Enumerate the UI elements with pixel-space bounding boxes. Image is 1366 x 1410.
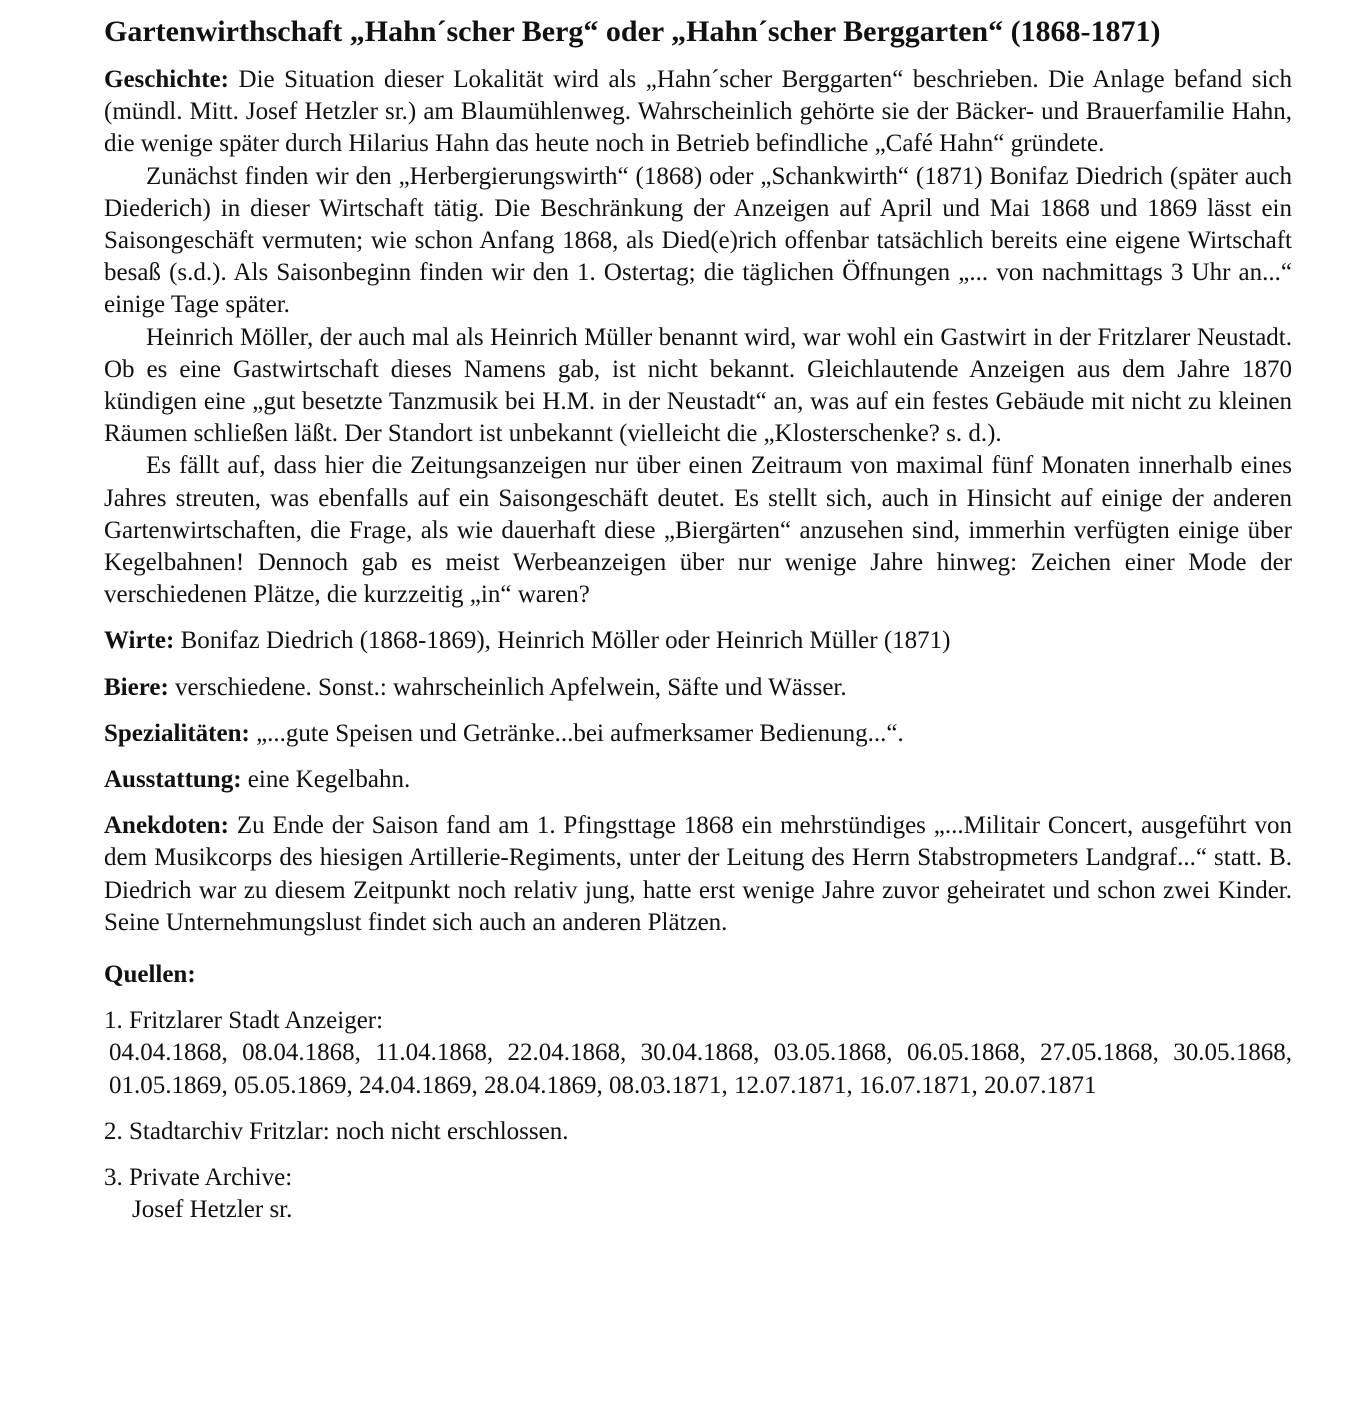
biere-value: verschiedene. Sonst.: wahrscheinlich Apfelwein, Säfte und Wässer. bbox=[175, 673, 847, 701]
ausstattung-value: eine Kegelbahn. bbox=[247, 766, 411, 794]
source-1-dates: 04.04.1868, 08.04.1868, 11.04.1868, 22.04.1868, 30.04.1868, 03.05.1868, 06.05.1868, 27.05.1868, 30.05.1868, 01.05.1869, 05.05.1869, 24.04.1869, 28.04.1869, 08.03.1871, 12.07.1871, 16.07.1871, 20.07.1871 bbox=[109, 1039, 1292, 1099]
geschichte-paragraph-1 bbox=[104, 64, 1292, 161]
spezialitaeten-value: „...gute Speisen und Getränke...bei aufmerksamer Bedienung...“. bbox=[256, 719, 904, 747]
ausstattung-field bbox=[104, 764, 1292, 796]
spezialitaeten-label: Spezialitäten: bbox=[104, 719, 250, 747]
wirte-label: Wirte: bbox=[104, 627, 175, 655]
biere-label: Biere: bbox=[104, 673, 169, 701]
page-title: Gartenwirthschaft „Hahn´scher Berg“ oder „Hahn´scher Berggarten“ (1868-1871) bbox=[104, 15, 1161, 48]
wirte-value: Bonifaz Diedrich (1868-1869), Heinrich Möller oder Heinrich Müller (1871) bbox=[180, 627, 951, 655]
anekdoten-text: Zu Ende der Saison fand am 1. Pfingsttage 1868 ein mehrstündiges „...Militair Concert, ausgeführt von dem Musikcorps des hiesigen Artillerie-Regiments, unter der Leitung des Herrn Stabstropmeters Landgraf...“ statt. B. Diedrich war zu diesem Zeitpunkt noch relativ jung, hatte erst wenige Jahre zuvor geheiratet und schon zwei Kinder. Seine Unternehmungslust findet sich auch an anderen Plätzen. bbox=[104, 812, 1293, 936]
anekdoten-label: Anekdoten: bbox=[104, 812, 230, 840]
ausstattung-label: Ausstattung: bbox=[104, 766, 242, 794]
spacer bbox=[104, 1102, 1292, 1116]
spacer bbox=[104, 658, 1292, 672]
geschichte-paragraph-4: Es fällt auf, dass hier die Zeitungsanzeigen nur über einen Zeitraum von maximal fünf Monaten innerhalb eines Jahres streuten, was ebenfalls auf ein Saisongeschäft deutet. Es stellt sich, auch in Hinsicht auf einige der anderen Gartenwirtschaften, die Frage, als wie dauerhaft diese „Biergärten“ anzusehen sind, immerhin verfügten einige über Kegelbahnen! Dennoch gab es meist Werbeanzeigen über nur wenige Jahre hinweg: Zeichen einer Mode der verschiedenen Plätze, die kurzzeitig „in“ waren? bbox=[104, 452, 1292, 609]
geschichte-paragraph-3: Heinrich Möller, der auch mal als Heinrich Müller benannt wird, war wohl ein Gastwirt in der Fritzlarer Neustadt. Ob es eine Gastwirtschaft dieses Namens gab, ist nicht bekannt. Gleichlautende Anzeigen aus dem Jahre 1870 kündigen eine „gut besetzte Tanzmusik bei H.M. in der Neustadt“ an, was auf ein festes Gebäude mit nicht zu kleinen Räumen schließen läßt. Der Standort ist unbekannt (vielleicht die „Klosterschenke? s. d.). bbox=[104, 323, 1292, 448]
anekdoten-paragraph bbox=[104, 810, 1292, 939]
geschichte-paragraph-2: Zunächst finden wir den „Herbergierungswirth“ (1868) oder „Schankwirth“ (1871) Bonifaz Diedrich (später auch Diederich) in dieser Wirtschaft tätig. Die Beschränkung der Anzeigen auf April und Mai 1868 und 1869 lässt ein Saisongeschäft vermuten; wie schon Anfang 1868, als Died(e)rich offenbar tatsächlich bereits eine eigene Wirtschaft besaß (s.d.). Als Saisonbeginn finden wir den 1. Ostertag; die täglichen Öffnungen „... von nachmittags 3 Uhr an...“ einige Tage später. bbox=[104, 162, 1292, 319]
source-1-title: 1. Fritzlarer Stadt Anzeiger: bbox=[104, 1007, 384, 1035]
spacer bbox=[104, 991, 1292, 1005]
document-page bbox=[104, 12, 1292, 1227]
quellen-heading: Quellen: bbox=[104, 961, 196, 989]
wirte-field bbox=[104, 625, 1292, 657]
spezialitaeten-field bbox=[104, 718, 1292, 750]
source-2-title: 2. Stadtarchiv Fritzlar: noch nicht erschlossen. bbox=[104, 1117, 569, 1145]
spacer bbox=[104, 611, 1292, 625]
biere-field bbox=[104, 672, 1292, 704]
spacer bbox=[104, 1148, 1292, 1162]
spacer bbox=[104, 796, 1292, 810]
spacer bbox=[104, 939, 1292, 959]
geschichte-text-1: Die Situation dieser Lokalität wird als „Hahn´scher Berggarten“ beschrieben. Die Anlage befand sich (mündl. Mitt. Josef Hetzler sr.) am Blaumühlenweg. Wahrscheinlich gehörte sie der Bäcker- und Brauerfamilie Hahn, die wenige später durch Hilarius Hahn das heute noch in Betrieb befindliche „Café Hahn“ gründete. bbox=[104, 66, 1292, 158]
spacer bbox=[104, 750, 1292, 764]
spacer bbox=[104, 704, 1292, 718]
geschichte-label: Geschichte: bbox=[104, 66, 229, 93]
source-3-entry: Josef Hetzler sr. bbox=[132, 1196, 293, 1224]
source-3-title: 3. Private Archive: bbox=[104, 1164, 293, 1192]
